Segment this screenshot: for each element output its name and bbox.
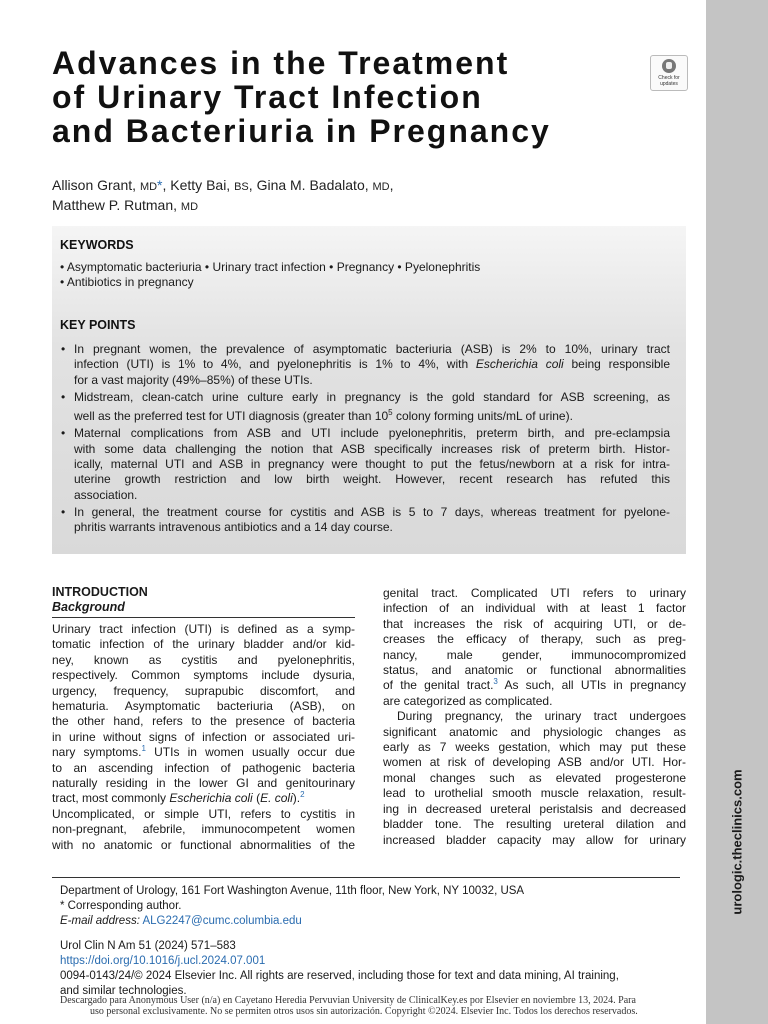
check-for-updates-icon bbox=[662, 59, 676, 73]
body-line: the other hand, refers to the presence of bacteria bbox=[52, 714, 355, 729]
section-heading: INTRODUCTION bbox=[52, 585, 148, 599]
author-separator: , bbox=[162, 177, 171, 193]
subsection-heading: Background bbox=[52, 600, 125, 614]
affiliation: Department of Urology, 161 Fort Washington Avenue, 11th floor, New York, NY 10032, USA bbox=[60, 885, 525, 897]
body-line: Uncomplicated, or simple UTI, refers to cystitis in bbox=[52, 806, 355, 821]
key-point-line bbox=[74, 357, 670, 372]
body-line: hematuria. Asymptomatic bacteriuria (ASB), on bbox=[52, 699, 355, 714]
corresponding-note: * Corresponding author. bbox=[60, 900, 182, 912]
key-point-line: • In general, the treatment course for cystitis and ASB is 5 to 7 days, whereas treatment for pyelone- bbox=[74, 504, 670, 519]
text-run: well as the preferred test for UTI diagnosis (greater than 10 bbox=[74, 409, 389, 424]
body-line: tomatic infection of the urinary bladder and/or kid- bbox=[52, 637, 355, 652]
body-line: bladder tone. The resulting ureteral dilation and bbox=[383, 817, 686, 832]
heading-rule bbox=[52, 617, 355, 618]
key-point-line bbox=[74, 405, 670, 424]
exponent: 5 bbox=[388, 408, 393, 418]
author-name: Gina M. Badalato, bbox=[256, 177, 369, 193]
body-line: increased bladder capacity may allow for urinary bbox=[383, 832, 686, 847]
download-notice bbox=[60, 995, 700, 1017]
author-degree: MD bbox=[139, 181, 158, 193]
download-line: uso personal exclusivamente. No se permiten otros usos sin autorización. Copyright ©2024. Elsevier Inc. Todos los derechos reservados. bbox=[90, 1006, 638, 1017]
text-run: nary symptoms. bbox=[52, 745, 142, 760]
corresponding-mark[interactable]: * bbox=[157, 177, 163, 193]
reference-link[interactable]: 2 bbox=[300, 790, 305, 800]
body-line: Urinary tract infection (UTI) is defined as a symp- bbox=[52, 622, 355, 636]
body-line bbox=[52, 745, 355, 760]
body-line: nancy, male gender, immunocompromized bbox=[383, 647, 686, 662]
key-point-line: with some data challenging the notion that ASB specifically increases risk of preterm birth. Histor- bbox=[74, 441, 670, 456]
title-line-2: of Urinary Tract Infection bbox=[52, 79, 483, 115]
badge-line-1: Check for bbox=[658, 75, 680, 81]
reference-link[interactable]: 3 bbox=[493, 677, 498, 687]
body-line: status, and anatomic or functional abnormalities bbox=[383, 663, 686, 678]
body-line: early as 7 weeks gestation, which may put these bbox=[383, 740, 686, 755]
text-run: infection (UTI) is 1% to 4%, and pyelonephritis is 1% to 4%, with bbox=[74, 357, 476, 372]
keywords-list bbox=[60, 260, 660, 290]
email-link[interactable]: ALG2247@cumc.columbia.edu bbox=[142, 915, 302, 927]
body-line: are categorized as complicated. bbox=[383, 693, 553, 708]
text-run: ). bbox=[292, 791, 301, 806]
author-degree: BS bbox=[234, 181, 249, 193]
keywords-line: • Asymptomatic bacteriuria • Urinary tract infection • Pregnancy • Pyelonephritis bbox=[60, 260, 481, 274]
email-line bbox=[60, 914, 690, 929]
key-point-line: • Midstream, clean-catch urine culture early in pregnancy is the gold standard for ASB screening, as bbox=[74, 389, 670, 404]
journal-citation: Urol Clin N Am 51 (2024) 571–583 bbox=[60, 940, 236, 952]
author-degree: MD bbox=[372, 181, 390, 193]
body-line: infection of an individual with at least 1 factor bbox=[383, 601, 686, 616]
body-line: non-pregnant, afebrile, immunocompetent women bbox=[52, 822, 355, 837]
spacer bbox=[60, 929, 690, 939]
title-line-3: and Bacteriuria in Pregnancy bbox=[52, 113, 551, 149]
keywords-heading: KEYWORDS bbox=[60, 238, 134, 252]
key-points-heading: KEY POINTS bbox=[60, 318, 136, 332]
text-run: UTIs in women usually occur due bbox=[145, 745, 356, 760]
body-line bbox=[383, 678, 686, 693]
key-point-line: phritis warrants intravenous antibiotics and a 14 day course. bbox=[74, 520, 393, 535]
body-line: in urine without signs of infection or associated uri- bbox=[52, 729, 355, 744]
body-line: that increases the risk of acquiring UTI, or de- bbox=[383, 616, 686, 631]
body-line bbox=[52, 791, 355, 806]
author-name: Ketty Bai, bbox=[170, 177, 231, 193]
check-for-updates-button[interactable] bbox=[650, 55, 688, 91]
text-run: being responsible bbox=[563, 357, 671, 372]
text-run: tract, most commonly bbox=[52, 791, 170, 806]
article-footer bbox=[60, 884, 690, 999]
text-run: colony forming units/mL of urine). bbox=[392, 409, 573, 424]
body-column-right bbox=[383, 586, 686, 848]
copyright-line: 0094-0143/24/© 2024 Elsevier Inc. All rights are reserved, including those for text and data mining, AI training, bbox=[60, 970, 619, 982]
body-line: monal changes such as elevated progesterone bbox=[383, 770, 686, 785]
text-run: ( bbox=[252, 791, 261, 806]
body-line: women at risk of developing ASB and/or UTI. Hor- bbox=[383, 755, 686, 770]
body-line: genital tract. Complicated UTI refers to urinary bbox=[383, 586, 686, 600]
organism-name: Escherichia coli bbox=[169, 791, 253, 806]
organism-name: Escherichia coli bbox=[475, 357, 564, 372]
key-point-line: for a vast majority (49%–85%) of these UTIs. bbox=[74, 372, 313, 387]
body-column-left bbox=[52, 584, 355, 853]
key-point-line: association. bbox=[74, 487, 138, 502]
keywords-line: • Antibiotics in pregnancy bbox=[60, 275, 194, 289]
key-point-line: ically, maternal UTI and ASB in pregnancy were thought to put the fetus/newborn at a risk for intra- bbox=[74, 457, 670, 472]
author-separator: , bbox=[248, 177, 257, 193]
body-line: ing in decreased ureteral peristalsis and decreased bbox=[383, 801, 686, 816]
text-run: As such, all UTIs in pregnancy bbox=[497, 678, 686, 693]
body-line: creases the efficacy of therapy, such as preg- bbox=[383, 632, 686, 647]
body-line: with no anatomic or functional abnormalities of the bbox=[52, 837, 355, 852]
key-points-list bbox=[60, 342, 670, 538]
body-line: ney, known as cystitis and pyelonephritis, bbox=[52, 652, 355, 667]
key-point-item bbox=[60, 505, 670, 536]
body-line: lead to urothelial smooth muscle relaxation, result- bbox=[383, 786, 686, 801]
key-point-item bbox=[60, 426, 670, 502]
body-line: respectively. Common symptoms include dysuria, bbox=[52, 668, 355, 683]
body-line: to an ascending infection of pathogenic bacteria bbox=[52, 760, 355, 775]
keywords-keypoints-box bbox=[52, 226, 686, 554]
key-point-item bbox=[60, 390, 670, 425]
body-line: naturally residing in the lower GI and genitourinary bbox=[52, 776, 355, 791]
text-run: of the genital tract. bbox=[383, 678, 494, 693]
article-title bbox=[52, 46, 652, 148]
body-line: During pregnancy, the urinary tract undergoes bbox=[397, 709, 686, 724]
body-line: significant anatomic and physiologic changes as bbox=[383, 724, 686, 739]
journal-url[interactable]: urologic.theclinics.com bbox=[729, 769, 745, 915]
author-list bbox=[52, 176, 612, 216]
footnote-rule bbox=[52, 877, 680, 878]
author-degree: MD bbox=[180, 201, 199, 213]
download-line: Descargado para Anonymous User (n/a) en Cayetano Heredia Pervuvian University de ClinicalKey.es por Elsevier en noviembre 13, 2024. Para bbox=[60, 995, 636, 1006]
badge-line-2: updates bbox=[660, 81, 678, 87]
author-name: Matthew P. Rutman, bbox=[52, 197, 178, 213]
body-line: urgency, frequency, suprapubic discomfort, and bbox=[52, 683, 355, 698]
reference-link[interactable]: 1 bbox=[141, 744, 146, 754]
doi-link[interactable]: https://doi.org/10.1016/j.ucl.2024.07.001 bbox=[60, 955, 266, 967]
key-point-line: uterine growth restriction and low birth weight. However, recent research has refuted this bbox=[74, 472, 670, 487]
author-name: Allison Grant, bbox=[52, 177, 137, 193]
copyright-line: and similar technologies. bbox=[60, 985, 187, 997]
organism-abbrev: E. coli bbox=[260, 791, 293, 806]
author-separator: , bbox=[389, 177, 394, 193]
title-line-1: Advances in the Treatment bbox=[52, 45, 510, 81]
key-point-line: • Maternal complications from ASB and UTI include pyelonephritis, preterm birth, and pre-eclampsia bbox=[74, 426, 670, 441]
email-label: E-mail address: bbox=[60, 915, 140, 927]
key-point-item bbox=[60, 342, 670, 388]
key-point-line: • In pregnant women, the prevalence of asymptomatic bacteriuria (ASB) is 2% to 10%, urinary tract bbox=[74, 342, 670, 356]
